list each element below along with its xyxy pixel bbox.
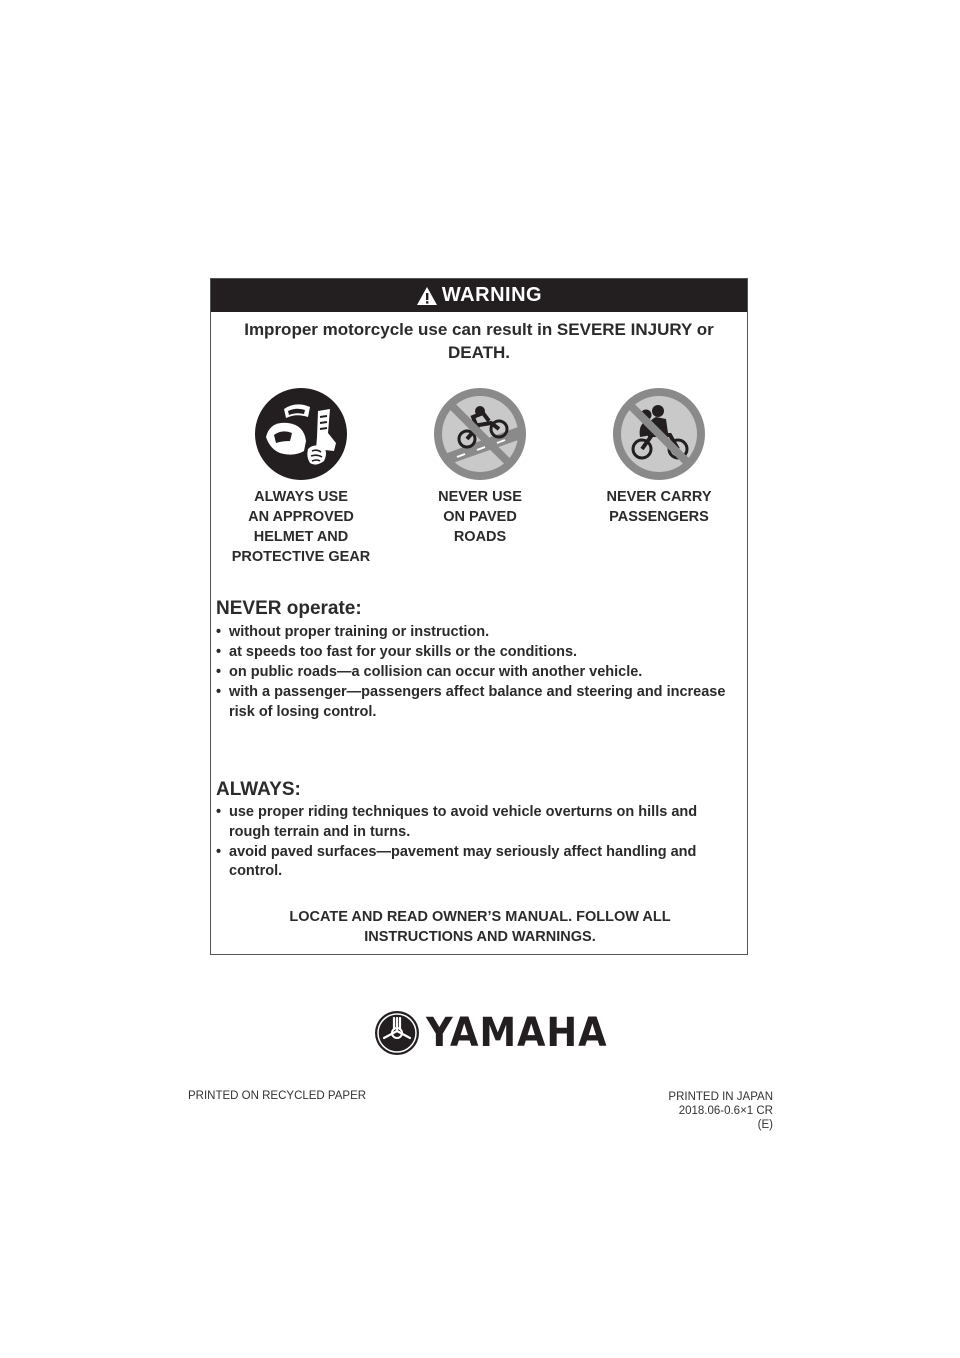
printed-in-label: PRINTED IN JAPAN: [668, 1091, 773, 1103]
always-title: ALWAYS:: [216, 779, 301, 800]
never-operate-list: [216, 623, 731, 723]
list-item: • without proper training or instruction.: [216, 623, 731, 643]
tuning-fork-emblem-icon: [374, 1010, 420, 1056]
list-item: • avoid paved surfaces—pavement may seriously affect handling and control.: [216, 843, 731, 882]
caption-no-paved-roads: NEVER USE ON PAVED ROADS: [438, 489, 522, 545]
no-paved-roads-icon: [433, 387, 527, 481]
always-list: [216, 803, 731, 882]
list-item: • at speeds too fast for your skills or the conditions.: [216, 643, 731, 663]
warning-header-text: WARNING: [441, 284, 543, 306]
print-code: 2018.06-0.6×1 CR: [678, 1105, 773, 1117]
caption-no-passengers: NEVER CARRY PASSENGERS: [606, 489, 712, 525]
warning-label: [210, 278, 748, 955]
edition-code: (E): [757, 1119, 773, 1131]
list-item: • with a passenger—passengers affect balance and steering and increase risk of losing control.: [216, 683, 731, 722]
pictogram-row: [211, 387, 747, 487]
list-item: • use proper riding techniques to avoid vehicle overturns on hills and rough terrain and in turns.: [216, 803, 731, 842]
list-item: • on public roads—a collision can occur with another vehicle.: [216, 663, 731, 683]
closing-instruction: LOCATE AND READ OWNER’S MANUAL. FOLLOW ALL INSTRUCTIONS AND WARNINGS.: [289, 909, 671, 945]
caption-helmet-gear: ALWAYS USE AN APPROVED HELMET AND PROTECTIVE GEAR: [231, 489, 371, 565]
warning-triangle-icon: [416, 286, 438, 306]
helmet-and-gear-icon: [254, 387, 348, 481]
never-operate-title: NEVER operate:: [216, 598, 362, 619]
warning-header: [211, 279, 747, 312]
print-info: [668, 1090, 773, 1132]
yamaha-logo: [374, 1009, 623, 1057]
recycled-paper-note: PRINTED ON RECYCLED PAPER: [188, 1090, 367, 1102]
brand-wordmark: YAMAHA: [426, 1010, 608, 1056]
warning-headline: Improper motorcycle use can result in SEVERE INJURY or DEATH.: [244, 320, 714, 362]
no-passengers-icon: [612, 387, 706, 481]
